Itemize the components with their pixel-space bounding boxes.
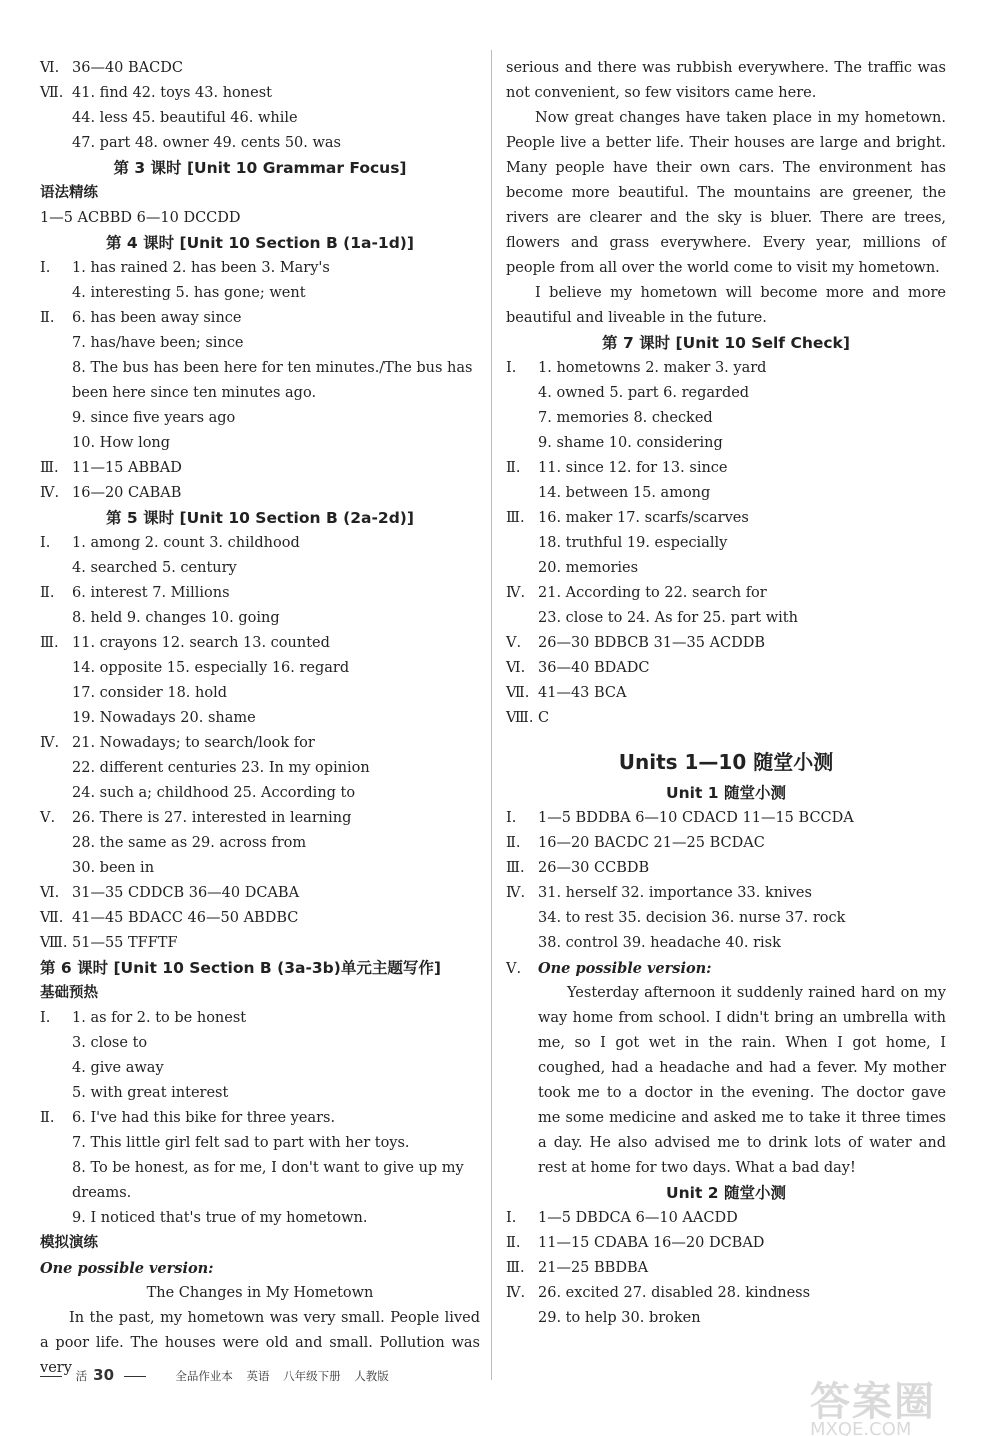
answer-text: 4. give away [72, 1060, 164, 1076]
answer-text: 1. hometowns 2. maker 3. yard [538, 360, 767, 376]
answer-line [40, 856, 480, 881]
unit-2-quiz-heading: Unit 2 随堂小测 [666, 1184, 786, 1202]
watermark [810, 1370, 990, 1436]
section-numeral: Ⅰ. [40, 1010, 51, 1026]
answer-line [40, 1056, 480, 1081]
answer-line [40, 831, 480, 856]
section-numeral: Ⅰ. [506, 1210, 517, 1226]
section-numeral: Ⅱ. [40, 1110, 55, 1126]
answer-text: 22. different centuries 23. In my opinion [72, 760, 370, 776]
answer-line [506, 456, 946, 481]
essay-paragraph: Now great changes have taken place in my hometown. People live a better life. Their houses are large and bright. Many people have their own cars. The environment has become more beautiful. The mountains are greener, the rivers are clearer and the sky is bluer. There are trees, flowers and grass everywhere. Every year, millions of people from all over the world come to visit my hometown. [506, 110, 946, 276]
answer-line [40, 731, 480, 756]
practice-label: 模拟演练 [40, 1235, 98, 1251]
grade: 八年级下册 [283, 1369, 341, 1383]
section-numeral: Ⅲ. [40, 635, 59, 651]
answer-line [40, 931, 480, 956]
answer-line [40, 481, 480, 506]
answer-text: 31—35 CDDCB 36—40 DCABA [72, 885, 300, 901]
answer-text: 3. close to [72, 1035, 148, 1051]
answer-line [40, 281, 480, 306]
answer-line [40, 1106, 480, 1131]
answer-text: 1—5 DBDCA 6—10 AACDD [538, 1210, 738, 1226]
section-numeral: Ⅳ. [40, 735, 60, 751]
unit-2-answers [506, 1206, 946, 1331]
answer-line [40, 456, 480, 481]
answer-line [40, 1206, 480, 1231]
answer-text: 8. held 9. changes 10. going [72, 610, 280, 626]
answer-text: 16—20 CABAB [72, 485, 182, 501]
answer-text: 6. I've had this bike for three years. [72, 1110, 336, 1126]
left-column [40, 56, 480, 1381]
answer-line [40, 706, 480, 731]
answer-text: 11—15 ABBAD [72, 460, 182, 476]
section-numeral: Ⅱ. [40, 585, 55, 601]
answer-text: 7. This little girl felt sad to part with her toys. [72, 1135, 410, 1151]
essay-title: The Changes in My Hometown [146, 1285, 374, 1301]
answer-line [506, 1256, 946, 1281]
answer-line [506, 406, 946, 431]
answer-text: 51—55 TFFTF [72, 935, 178, 951]
answer-line [40, 381, 480, 406]
answer-text: 9. since five years ago [72, 410, 236, 426]
section-numeral: Ⅱ. [506, 460, 521, 476]
answer-text: 20. memories [538, 560, 639, 576]
answer-text: 7. memories 8. checked [538, 410, 713, 426]
answer-text: 1—5 BDDBA 6—10 CDACD 11—15 BCCDA [538, 810, 854, 826]
lesson-7-heading: 第 7 课时 [Unit 10 Self Check] [602, 334, 850, 352]
answer-line [506, 356, 946, 381]
answer-text: 26—30 CCBDB [538, 860, 650, 876]
answer-line: Ⅶ. 41. find 42. toys 43. honest [40, 85, 272, 101]
answer-text: 30. been in [72, 860, 155, 876]
answer-line [40, 781, 480, 806]
answer-line [40, 556, 480, 581]
answer-text: 23. close to 24. As for 25. part with [538, 610, 798, 626]
answer-text: 1. as for 2. to be honest [72, 1010, 247, 1026]
lesson-4-heading: 第 4 课时 [Unit 10 Section B (1a-1d)] [106, 234, 414, 252]
answer-line [40, 1031, 480, 1056]
section-numeral: Ⅰ. [40, 260, 51, 276]
answer-text: 21—25 BBDBA [538, 1260, 649, 1276]
page-number: 30 [93, 1366, 115, 1384]
answer-line [40, 256, 480, 281]
answer-line [40, 756, 480, 781]
book-name: 全品作业本 [175, 1369, 233, 1383]
section-numeral: Ⅵ. [506, 660, 526, 676]
column-divider [491, 50, 492, 1380]
answer-text: 9. I noticed that's true of my hometown. [72, 1210, 368, 1226]
answer-text: 16. maker 17. scarfs/scarves [538, 510, 749, 526]
answer-line [40, 1131, 480, 1156]
answer-line [506, 831, 946, 856]
answer-line [40, 406, 480, 431]
answer-text: 24. such a; childhood 25. According to [72, 785, 356, 801]
answer-text: 4. searched 5. century [72, 560, 237, 576]
section-numeral: Ⅷ. [40, 935, 68, 951]
answer-text: 8. To be honest, as for me, I don't want to give up my [72, 1160, 464, 1176]
answer-line [506, 931, 946, 956]
answer-line [506, 1281, 946, 1306]
section-numeral: Ⅰ. [506, 360, 517, 376]
answer-line [506, 581, 946, 606]
answer-line [506, 606, 946, 631]
page-footer [40, 1366, 389, 1384]
answer-line [506, 381, 946, 406]
answer-line [40, 906, 480, 931]
answer-text: 4. owned 5. part 6. regarded [538, 385, 750, 401]
grammar-practice-label: 语法精练 [40, 185, 98, 201]
answer-line: Ⅵ. 36—40 BACDC [40, 60, 183, 76]
answer-line [40, 306, 480, 331]
possible-version-label: One possible version: [40, 1260, 214, 1277]
answer-text: 41—45 BDACC 46—50 ABDBC [72, 910, 299, 926]
answer-text: 17. consider 18. hold [72, 685, 227, 701]
section-numeral: Ⅱ. [506, 1235, 521, 1251]
answer-line: 1—5 ACBBD 6—10 DCCDD [40, 210, 241, 226]
answer-line: Ⅴ. One possible version: [506, 960, 712, 977]
edition: 人教版 [354, 1369, 389, 1383]
answer-line [40, 1156, 480, 1181]
answer-line [40, 681, 480, 706]
lesson-5-heading: 第 5 课时 [Unit 10 Section B (2a-2d)] [106, 509, 414, 527]
answer-line [506, 1206, 946, 1231]
footer-rule [124, 1376, 146, 1377]
essay-paragraph: Yesterday afternoon it suddenly rained hard on my way home from school. I didn't bring an umbrella with me, so I got wet in the rain. When I got home, I coughed, had a headache and had a fever. My mother took me to a doctor in the evening. The doctor gave me some medicine and asked me to take it three times a day. He also advised me to drink lots of water and rest at home for two days. What a bad day! [538, 985, 946, 1176]
section-numeral: Ⅲ. [506, 860, 525, 876]
section-numeral: Ⅲ. [506, 510, 525, 526]
answer-text: 26—30 BDBCB 31—35 ACDDB [538, 635, 766, 651]
answer-line [506, 856, 946, 881]
lesson-5-answers [40, 531, 480, 956]
subject: 英语 [246, 1369, 270, 1383]
answer-line [506, 881, 946, 906]
answer-text: 9. shame 10. considering [538, 435, 723, 451]
section-numeral: Ⅲ. [506, 1260, 525, 1276]
answer-text: 14. between 15. among [538, 485, 711, 501]
answer-text: 4. interesting 5. has gone; went [72, 285, 306, 301]
unit-1-answers [506, 806, 946, 956]
section-numeral: Ⅶ. [506, 685, 530, 701]
answer-text: dreams. [72, 1185, 132, 1201]
answer-text: 14. opposite 15. especially 16. regard [72, 660, 350, 676]
section-numeral: Ⅰ. [506, 810, 517, 826]
answer-line: 44. less 45. beautiful 46. while [72, 110, 298, 126]
section-numeral: Ⅳ. [506, 1285, 526, 1301]
answer-line [40, 356, 480, 381]
answer-text: 21. According to 22. search for [538, 585, 767, 601]
answer-text: 36—40 BDADC [538, 660, 650, 676]
answer-text: 6. interest 7. Millions [72, 585, 230, 601]
answer-line [40, 331, 480, 356]
answer-text: C [538, 710, 550, 726]
answer-text: 11—15 CDABA 16—20 DCBAD [538, 1235, 765, 1251]
watermark-url: MXQE.COM [810, 1419, 912, 1436]
answer-text: 18. truthful 19. especially [538, 535, 728, 551]
answer-line [506, 681, 946, 706]
units-quiz-title: Units 1—10 随堂小测 [618, 750, 834, 774]
answer-text: 6. has been away since [72, 310, 242, 326]
answer-line [40, 1006, 480, 1031]
answer-text: 34. to rest 35. decision 36. nurse 37. rock [538, 910, 846, 926]
unit-1-quiz-heading: Unit 1 随堂小测 [666, 784, 786, 802]
section-numeral: Ⅴ. [40, 810, 56, 826]
section-numeral: Ⅳ. [40, 485, 60, 501]
answer-text: 1. among 2. count 3. childhood [72, 535, 300, 551]
warmup-label: 基础预热 [40, 985, 98, 1001]
answer-line [506, 806, 946, 831]
essay-paragraph: In the past, my hometown was very small. People lived a poor life. The houses were old and small. Pollution was very [40, 1310, 480, 1376]
section-numeral: Ⅱ. [40, 310, 55, 326]
answer-text: 26. There is 27. interested in learning [72, 810, 352, 826]
answer-line [40, 631, 480, 656]
answer-line [506, 631, 946, 656]
answer-line [40, 431, 480, 456]
answer-text: 19. Nowadays 20. shame [72, 710, 256, 726]
answer-line [506, 906, 946, 931]
answer-line [40, 606, 480, 631]
page-prefix: 活 [75, 1369, 88, 1383]
answer-text: 38. control 39. headache 40. risk [538, 935, 781, 951]
lesson-6-answers [40, 1006, 480, 1231]
answer-text: 28. the same as 29. across from [72, 835, 307, 851]
answer-line [506, 706, 946, 731]
watermark-logo: 答案圈 [810, 1379, 936, 1425]
answer-text: 7. has/have been; since [72, 335, 244, 351]
answer-line [506, 531, 946, 556]
answer-text: 16—20 BACDC 21—25 BCDAC [538, 835, 765, 851]
answer-line [506, 656, 946, 681]
answer-text: 21. Nowadays; to search/look for [72, 735, 315, 751]
answer-line [40, 806, 480, 831]
section-numeral: Ⅷ. [506, 710, 534, 726]
answer-text: 1. has rained 2. has been 3. Mary's [72, 260, 330, 276]
section-numeral: Ⅳ. [506, 885, 526, 901]
answer-text: 26. excited 27. disabled 28. kindness [538, 1285, 811, 1301]
answer-line [40, 1181, 480, 1206]
essay-paragraph: serious and there was rubbish everywhere. The traffic was not convenient, so few visitors came here. [506, 60, 946, 101]
section-numeral: Ⅵ. [40, 885, 60, 901]
footer-rule [40, 1376, 62, 1377]
answer-text: 8. The bus has been here for ten minutes./The bus has [72, 360, 473, 376]
section-numeral: Ⅲ. [40, 460, 59, 476]
right-column [506, 56, 946, 1331]
answer-text: 5. with great interest [72, 1085, 229, 1101]
answer-line [506, 431, 946, 456]
answer-line [506, 556, 946, 581]
answer-text: 11. crayons 12. search 13. counted [72, 635, 330, 651]
answer-line [40, 881, 480, 906]
answer-line [506, 506, 946, 531]
answer-text: 10. How long [72, 435, 171, 451]
answer-line [40, 1081, 480, 1106]
section-numeral: Ⅰ. [40, 535, 51, 551]
section-numeral: Ⅴ. [506, 635, 522, 651]
answer-line [40, 531, 480, 556]
answer-text: 41—43 BCA [538, 685, 627, 701]
section-numeral: Ⅱ. [506, 835, 521, 851]
lesson-3-heading: 第 3 课时 [Unit 10 Grammar Focus] [113, 159, 407, 177]
lesson-6-heading: 第 6 课时 [Unit 10 Section B (3a-3b)单元主题写作] [40, 959, 441, 977]
answer-line [506, 481, 946, 506]
lesson-4-answers [40, 256, 480, 506]
answer-text: 29. to help 30. broken [538, 1310, 701, 1326]
answer-line: 47. part 48. owner 49. cents 50. was [72, 135, 341, 151]
lesson-7-answers [506, 356, 946, 731]
essay-paragraph: I believe my hometown will become more and more beautiful and liveable in the future. [506, 285, 946, 326]
answer-text: been here since ten minutes ago. [72, 385, 317, 401]
answer-text: 31. herself 32. importance 33. knives [538, 885, 812, 901]
answer-line [40, 581, 480, 606]
answer-line [506, 1306, 946, 1331]
section-numeral: Ⅶ. [40, 910, 64, 926]
answer-text: 11. since 12. for 13. since [538, 460, 728, 476]
section-numeral: Ⅳ. [506, 585, 526, 601]
answer-line [40, 656, 480, 681]
answer-line [506, 1231, 946, 1256]
